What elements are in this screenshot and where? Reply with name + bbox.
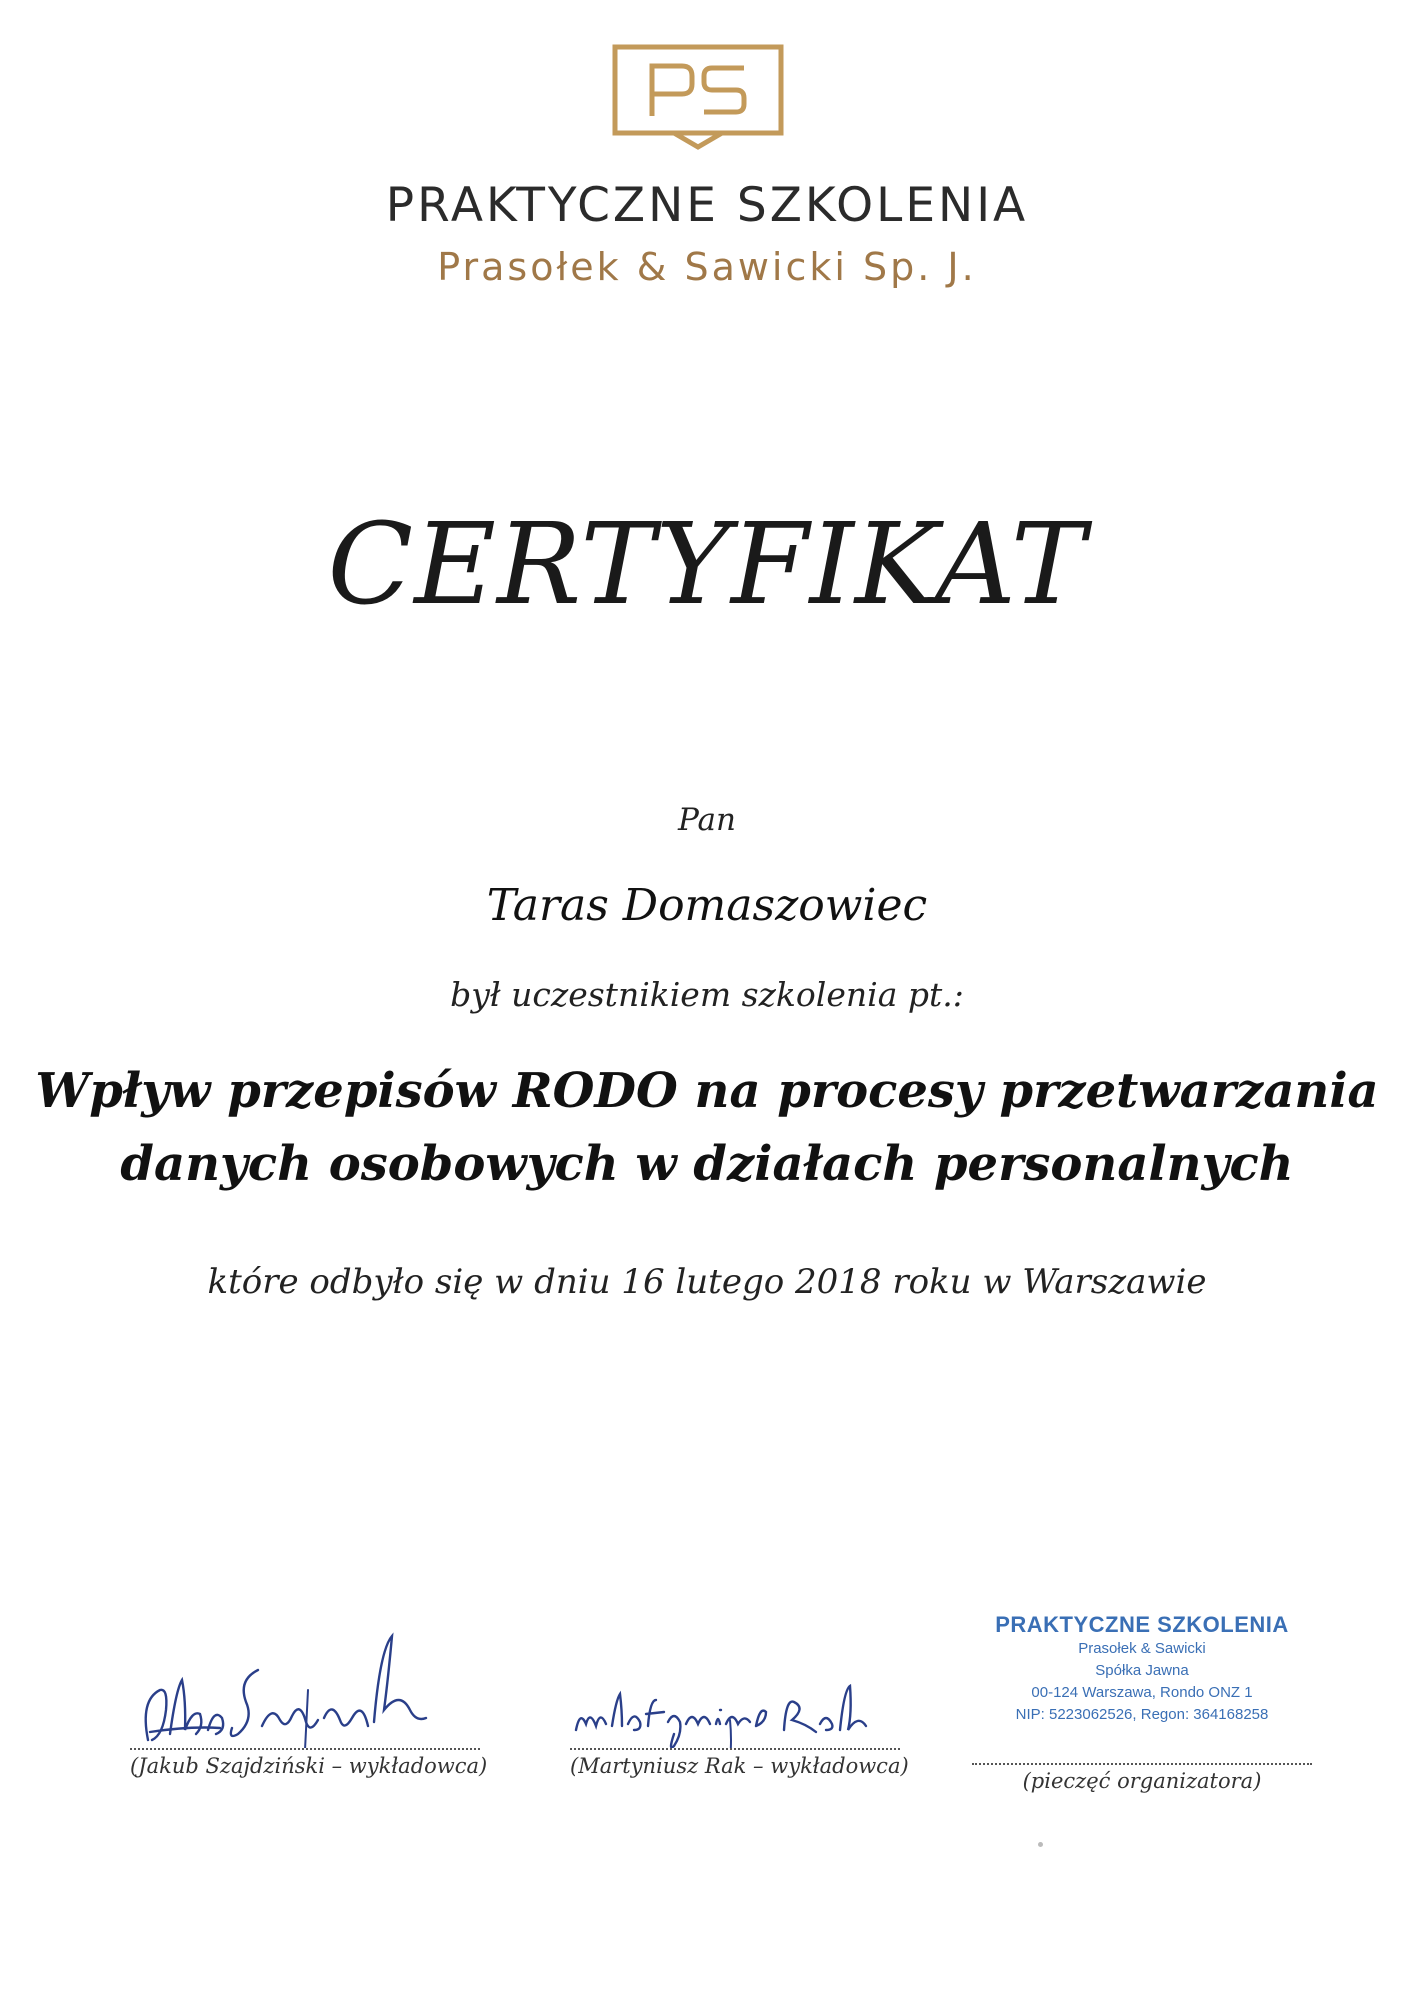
stamp-title: PRAKTYCZNE SZKOLENIA: [995, 1612, 1289, 1637]
handwritten-signature-1: [130, 1630, 480, 1748]
stamp-line-4: NIP: 5223062526, Regon: 364168258: [1015, 1706, 1269, 1723]
signature-line-1: [130, 1748, 480, 1750]
company-name: PRAKTYCZNE SZKOLENIA: [385, 178, 1029, 233]
stamp-line-3: 00-124 Warszawa, Rondo ONZ 1: [1031, 1684, 1253, 1701]
course-title-line-1: Wpływ przepisów RODO na procesy przetwarzania: [35, 1063, 1379, 1119]
stamp-caption: (pieczęć organizatora): [972, 1763, 1312, 1793]
company-subtitle: Prasołek & Sawicki Sp. J.: [437, 245, 977, 289]
date-text: które odbyło się w dniu 16 lutego 2018 roku w Warszawie: [207, 1262, 1207, 1302]
stamp-line-1: Prasołek & Sawicki: [1078, 1640, 1206, 1657]
course-title-line-2: danych osobowych w działach personalnych: [120, 1136, 1294, 1192]
company-logo-icon: [612, 44, 784, 150]
participant-name: Taras Domaszowiec: [486, 880, 928, 931]
signature-block-2: [570, 1630, 909, 1778]
signature-block-1: [130, 1630, 488, 1778]
attended-text: był uczestnikiem szkolenia pt.:: [450, 975, 964, 1014]
course-title: [0, 1055, 1414, 1201]
signature-caption-2: (Martyniusz Rak – wykładowca): [570, 1754, 909, 1778]
signature-line-2: [570, 1748, 900, 1750]
signature-caption-1: (Jakub Szajdziński – wykładowca): [130, 1754, 488, 1778]
stamp-line-2: Spółka Jawna: [1095, 1662, 1189, 1679]
certificate-title: CERTYFIKAT: [327, 500, 1087, 630]
salutation: Pan: [678, 802, 736, 838]
handwritten-signature-2: [570, 1630, 900, 1748]
organizer-stamp: [972, 1612, 1312, 1726]
scan-speck: [1038, 1842, 1043, 1847]
